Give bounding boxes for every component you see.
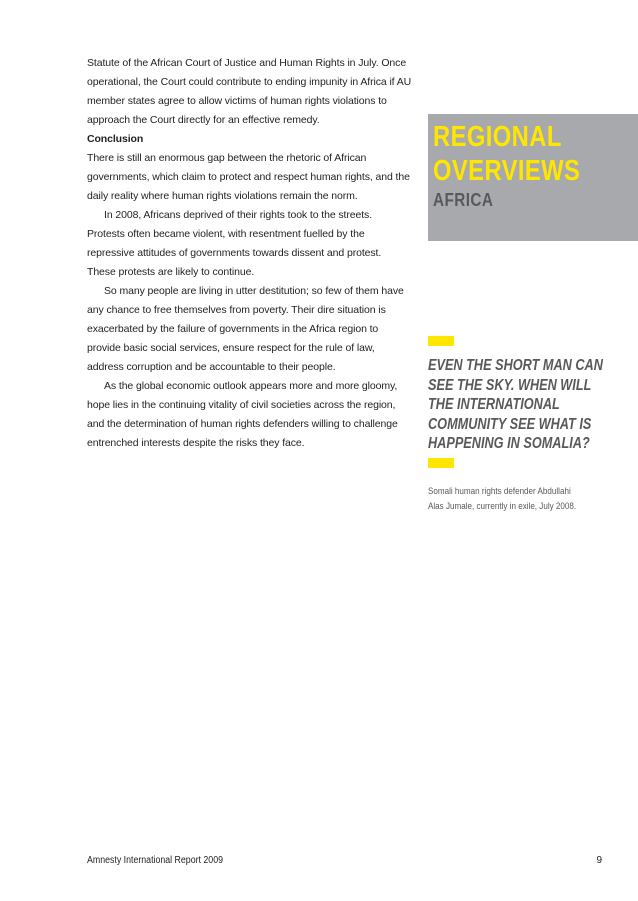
main-text-column — [87, 54, 412, 453]
section-heading: Conclusion — [87, 133, 144, 145]
body-paragraph: As the global economic outlook appears more and more gloomy, hope lies in the continuing vitality of civil societies across the region, and the determination of human rights defenders willing to challenge entrenched interests despite the risks they face. — [87, 380, 398, 449]
section-title-box — [428, 114, 638, 241]
pull-quote — [428, 356, 603, 454]
region-subtitle: AFRICA — [433, 190, 494, 210]
pull-quote-line: EVEN THE SHORT MAN CAN — [428, 357, 603, 374]
section-title-line: OVERVIEWS — [433, 155, 581, 187]
pull-quote-line: COMMUNITY SEE WHAT IS — [428, 415, 592, 433]
quote-close-bar — [428, 458, 454, 468]
section-title-line: REGIONAL — [433, 121, 562, 153]
quote-open-bar — [428, 336, 454, 346]
body-paragraph: Statute of the African Court of Justice and Human Rights in July. Once operational, the Court could contribute to ending impunity in Africa if AU member states agree to allow victims of human rights violations to approach the Court directly for an effective remedy. — [87, 57, 412, 126]
attribution-line: Somali human rights defender Abdullahi — [428, 486, 571, 497]
pull-quote-line: HAPPENING IN SOMALIA? — [428, 435, 590, 452]
pull-quote-line: SEE THE SKY. WHEN WILL — [428, 376, 592, 394]
section-title — [433, 120, 580, 188]
pull-quote-line: THE INTERNATIONAL — [428, 396, 560, 413]
footer-report-title: Amnesty International Report 2009 — [87, 855, 224, 866]
page-number: 9 — [596, 855, 602, 866]
body-paragraph: In 2008, Africans deprived of their rights took to the streets. Protests often became violent, with resentment fuelled by the repressive attitudes of governments towards dissent and protest. These protests are likely to continue. — [87, 209, 382, 278]
quote-attribution — [428, 484, 576, 514]
body-paragraph: There is still an enormous gap between the rhetoric of African governments, which claim to protect and respect human rights, and the daily reality where human rights violations remain the norm. — [87, 152, 410, 202]
attribution-line: Alas Jumale, currently in exile, July 2008. — [428, 501, 577, 512]
body-paragraph: So many people are living in utter destitution; so few of them have any chance to free themselves from poverty. Their dire situation is exacerbated by the failure of governments in the Africa region to provide basic social services, ensure respect for the rule of law, address corruption and be accountable to their people. — [87, 285, 404, 373]
